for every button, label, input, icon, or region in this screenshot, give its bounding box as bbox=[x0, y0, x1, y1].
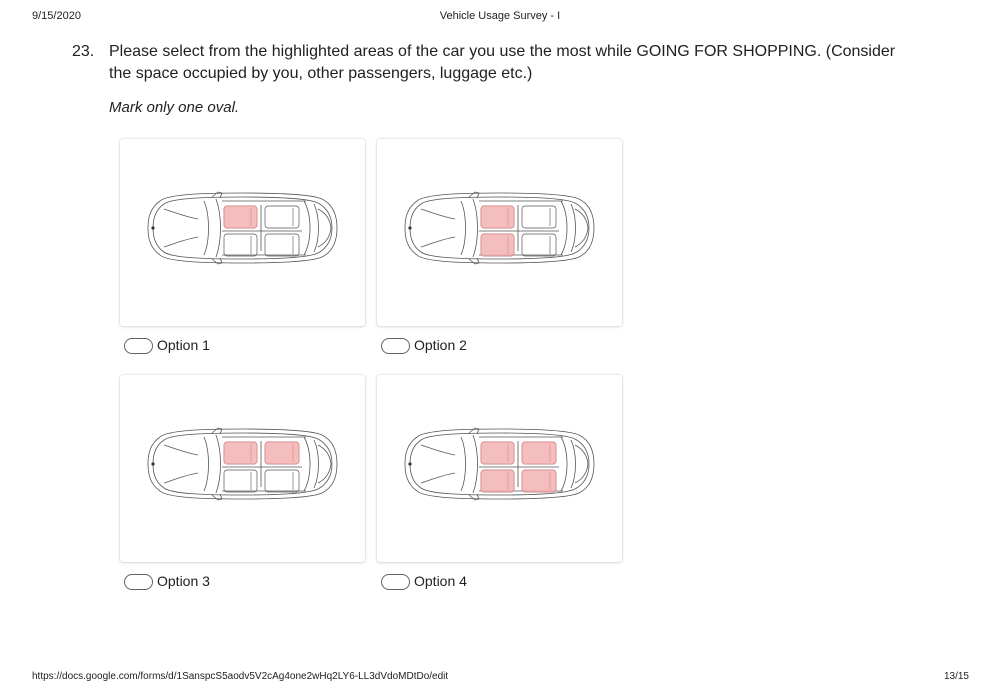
car-top-view-icon bbox=[146, 427, 338, 502]
option-label: Option 3 bbox=[157, 573, 210, 589]
print-url: https://docs.google.com/forms/d/1SanspcS5aodv5V2cAg4one2wHq2LY6-LL3dVdoMDtDo/edit bbox=[32, 671, 449, 682]
car-top-view-icon bbox=[403, 191, 595, 266]
question-instruction: Mark only one oval. bbox=[109, 99, 240, 116]
print-date: 9/15/2020 bbox=[32, 10, 81, 22]
option-image-card-1 bbox=[120, 139, 365, 326]
radio-oval[interactable] bbox=[381, 574, 410, 590]
radio-oval[interactable] bbox=[124, 574, 153, 590]
question-text: Please select from the highlighted areas of the car you use the most while GOING FOR SHOPPING. (Consider the space occupied by you, other passengers, luggage etc.) bbox=[109, 43, 896, 82]
print-page-number: 13/15 bbox=[943, 671, 969, 682]
option-image-card-4 bbox=[377, 375, 622, 562]
question-number: 23. bbox=[72, 43, 95, 60]
option-label: Option 1 bbox=[157, 337, 210, 353]
car-top-view-icon bbox=[403, 427, 595, 502]
radio-oval[interactable] bbox=[124, 338, 153, 354]
radio-oval[interactable] bbox=[381, 338, 410, 354]
option-label: Option 2 bbox=[414, 337, 467, 353]
car-top-view-icon bbox=[146, 191, 338, 266]
option-image-card-3 bbox=[120, 375, 365, 562]
option-image-card-2 bbox=[377, 139, 622, 326]
option-label: Option 4 bbox=[414, 573, 467, 589]
print-title: Vehicle Usage Survey - I bbox=[439, 10, 561, 22]
